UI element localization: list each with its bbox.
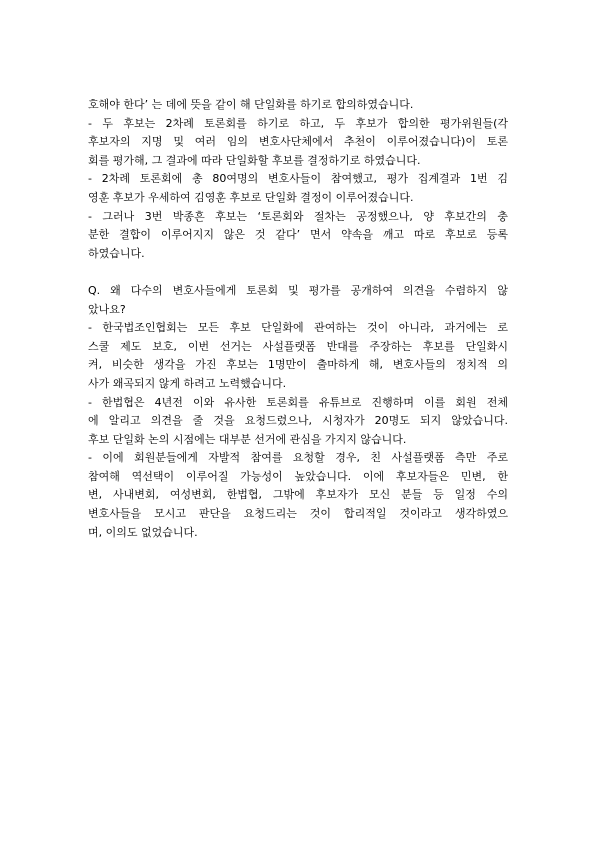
- text-line: 후보 단일화 논의 시점에는 대부분 선거에 관심을 가지지 않습니다.: [88, 432, 407, 446]
- paragraph-agreement: [88, 96, 508, 263]
- question-line: 았나요?: [88, 302, 126, 316]
- text-line: 영훈 후보가 우세하여 김영훈 후보로 단일화 결정이 이루어졌습니다.: [88, 190, 414, 204]
- paragraph-spacer: [88, 263, 508, 282]
- text-line: - 한국법조인협회는 모든 후보 단일화에 관여하는 것이 아니라, 과거에는 로: [88, 321, 508, 335]
- text-line: 호해야 한다’ 는 데에 뜻을 같이 해 단일화를 하기로 합의하였습니다.: [88, 98, 414, 111]
- paragraph-qa: [88, 282, 508, 542]
- text-line: 사가 왜곡되지 않게 하려고 노력했습니다.: [88, 376, 287, 390]
- text-line: 에 알리고 의견을 줄 것을 요청드렸으나, 시청자가 20명도 되지 않았습니다.: [88, 414, 508, 428]
- text-line: 변, 사내변회, 여성변회, 한법협, 그밖에 후보자가 모신 분들 등 일정 수의: [88, 488, 508, 502]
- text-line: 변호사들을 모시고 판단을 요청드리는 것이 합리적일 것이라고 생각하였으: [88, 507, 508, 521]
- text-line: - 그러나 3번 박종흔 후보는 ‘토론회와 절차는 공정했으나, 양 후보간의 충: [88, 209, 508, 223]
- text-line: 하였습니다.: [88, 246, 145, 260]
- text-line: - 2차례 토론회에 총 80여명의 변호사들이 참여했고, 평가 집계결과 1번 김: [88, 172, 508, 186]
- text-line: 회를 평가해, 그 결과에 따라 단일화할 후보를 결정하기로 하였습니다.: [88, 153, 421, 167]
- text-line: - 한법협은 4년전 이와 유사한 토론회를 유튜브로 진행하며 이를 회원 전체: [88, 395, 508, 409]
- text-line: 켜, 비슷한 생각을 가진 후보는 1명만이 출마하게 해, 변호사들의 정치적 의: [88, 358, 508, 372]
- text-line: 며, 이의도 없었습니다.: [88, 525, 198, 539]
- text-line: 참여해 역선택이 이루어질 가능성이 높았습니다. 이에 후보자들은 민변, 한: [88, 469, 508, 483]
- text-line: 후보자의 지명 및 여러 임의 변호사단체에서 추천이 이루어졌습니다)이 토론: [88, 135, 508, 149]
- text-line: - 이에 회원분들에게 자발적 참여를 요청할 경우, 친 사설플랫폼 측만 주로: [88, 451, 508, 465]
- text-line: 분한 결합이 이루어지지 않은 것 같다’ 면서 약속을 깨고 따로 후보로 등록: [88, 228, 508, 242]
- text-line: 스쿨 제도 보호, 이번 선거는 사설플랫폼 반대를 주장하는 후보를 단일화시: [88, 339, 508, 353]
- document-body: [88, 96, 508, 542]
- text-line: - 두 후보는 2차례 토론회를 하기로 하고, 두 후보가 합의한 평가위원들(각: [88, 116, 508, 130]
- question-line: Q. 왜 다수의 변호사들에게 토론회 및 평가를 공개하여 의견을 수렴하지 않: [88, 283, 508, 297]
